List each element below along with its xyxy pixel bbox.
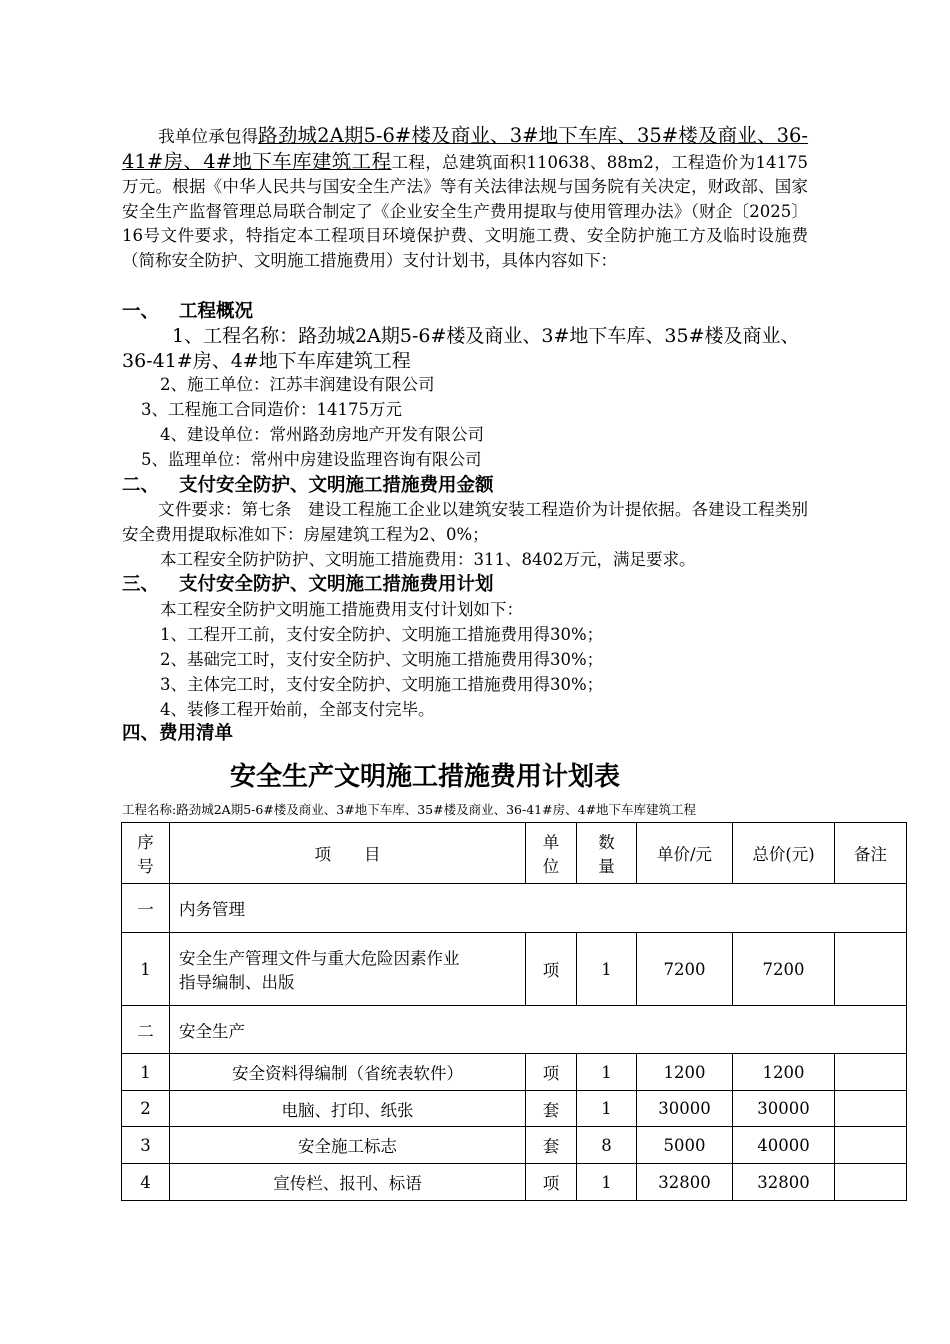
header-seq-line-2: 号 — [137, 857, 154, 876]
row-total: 30000 — [733, 1091, 835, 1127]
table-row — [122, 1054, 907, 1091]
row-item: 安全资料得编制（省统表软件） — [170, 1054, 526, 1091]
header-note: 备注 — [835, 823, 907, 884]
row-total: 7200 — [733, 933, 835, 1006]
row-seq: 4 — [122, 1164, 170, 1201]
row-seq: 3 — [122, 1127, 170, 1164]
row-price: 32800 — [637, 1164, 733, 1201]
table-row — [122, 1164, 907, 1201]
contract-price-item: 3、工程施工合同造价：14175万元 — [141, 400, 402, 419]
payment-step-2: 2、基础完工时，支付安全防护、文明施工措施费用得30%； — [160, 650, 604, 669]
group-name: 安全生产 — [170, 1006, 907, 1054]
section-1-number: 一、 — [122, 301, 160, 322]
row-note — [835, 1091, 907, 1127]
header-seq — [122, 823, 170, 884]
table-title-text: 安全生产文明施工措施费用计划表 — [229, 762, 620, 792]
header-qty-line-2: 量 — [598, 857, 615, 876]
row-unit: 套 — [526, 1091, 577, 1127]
header-price: 单价/元 — [637, 823, 733, 884]
payment-plan-lead: 本工程安全防护文明施工措施费用支付计划如下： — [160, 600, 523, 619]
supervisor-item: 5、监理单位：常州中房建设监理咨询有限公司 — [141, 450, 482, 469]
row-qty: 1 — [577, 1164, 637, 1201]
project-name-item: 1、工程名称：路劲城2A期5-6#楼及商业、3#地下车库、35#楼及商业、36-41#房、4#地下车库建筑工程 — [122, 325, 800, 372]
section-4-heading: 四、费用清单 — [122, 723, 234, 744]
header-qty — [577, 823, 637, 884]
row-item: 安全施工标志 — [170, 1127, 526, 1164]
group-seq: 一 — [122, 884, 170, 933]
row-item-line-2: 指导编制、出版 — [179, 973, 295, 992]
section-3-number: 三、 — [122, 574, 160, 595]
row-qty: 1 — [577, 1091, 637, 1127]
section-3-title: 支付安全防护、文明施工措施费用计划 — [179, 574, 494, 595]
row-price: 7200 — [637, 933, 733, 1006]
table-row — [122, 933, 907, 1006]
row-total: 32800 — [733, 1164, 835, 1201]
intro-paragraph — [122, 124, 808, 274]
row-seq: 2 — [122, 1091, 170, 1127]
section-1-heading — [122, 300, 253, 324]
row-unit: 项 — [526, 933, 577, 1006]
section-1-title: 工程概况 — [179, 301, 254, 322]
section-2-paragraph-2: 本工程安全防护防护、文明施工措施费用：311、8402万元，满足要求。 — [160, 550, 696, 569]
section-3-heading — [122, 573, 494, 597]
row-item — [170, 933, 526, 1006]
row-price: 1200 — [637, 1054, 733, 1091]
header-unit — [526, 823, 577, 884]
group-row — [122, 884, 907, 933]
contractor-item: 2、施工单位：江苏丰润建设有限公司 — [160, 375, 435, 394]
intro-project-name: 路劲城2A期5-6#楼及商业、3#地下车库、35#楼及商业、36-41#房、4#地下车库建筑工程 — [122, 124, 809, 173]
row-qty: 1 — [577, 933, 637, 1006]
table-row — [122, 1127, 907, 1164]
row-qty: 1 — [577, 1054, 637, 1091]
row-seq: 1 — [122, 933, 170, 1006]
intro-text-2: 工程，总建筑面积110638、88m2，工程造价为14175万元。根据《中华人民共与国安全生产法》等有关法律法规与国务院有关决定，财政部、国家安全生产监督管理总局联合制定了《企业安全生产费用提取与使用管理办法》（财企〔2025〕16号文件要求，特指定本工程项目环境保护费、文明施工费、安全防护施工方及临时设施费（简称安全防护、文明施工措施费用）支付计划书，具体内容如下： — [122, 152, 808, 270]
group-seq: 二 — [122, 1006, 170, 1054]
header-item: 项 目 — [170, 823, 526, 884]
row-item-line-1: 安全生产管理文件与重大危险因素作业 — [179, 949, 460, 968]
section-2-heading — [122, 474, 494, 498]
section-2-text-1: 文件要求：第七条 建设工程施工企业以建筑安装工程造价为计提依据。各建设工程类别安全费用提取标准如下：房屋建筑工程为2、0%； — [122, 500, 808, 544]
row-note — [835, 1054, 907, 1091]
header-unit-line-1: 单 — [542, 833, 560, 852]
row-unit: 项 — [526, 1164, 577, 1201]
row-note — [835, 933, 907, 1006]
row-price: 30000 — [637, 1091, 733, 1127]
header-seq-line-1: 序 — [137, 833, 154, 852]
row-unit: 套 — [526, 1127, 577, 1164]
table-project-line: 工程名称:路劲城2A期5-6#楼及商业、3#地下车库、35#楼及商业、36-41#房、4#地下车库建筑工程 — [122, 802, 697, 817]
header-unit-line-2: 位 — [542, 857, 560, 876]
row-note — [835, 1127, 907, 1164]
section-2-paragraph-1 — [122, 498, 808, 547]
header-qty-line-1: 数 — [598, 833, 615, 852]
table-header-row — [122, 823, 907, 884]
table-row — [122, 1091, 907, 1127]
section-2-number: 二、 — [122, 475, 160, 496]
row-unit: 项 — [526, 1054, 577, 1091]
table-title — [0, 756, 950, 793]
group-row — [122, 1006, 907, 1054]
owner-item: 4、建设单位：常州路劲房地产开发有限公司 — [160, 425, 484, 444]
payment-step-1: 1、工程开工前，支付安全防护、文明施工措施费用得30%； — [160, 625, 604, 644]
payment-step-3: 3、主体完工时，支付安全防护、文明施工措施费用得30%； — [160, 675, 604, 694]
cost-plan-table — [121, 822, 907, 1201]
group-name: 内务管理 — [170, 884, 907, 933]
row-qty: 8 — [577, 1127, 637, 1164]
row-note — [835, 1164, 907, 1201]
row-item: 宣传栏、报刊、标语 — [170, 1164, 526, 1201]
row-price: 5000 — [637, 1127, 733, 1164]
row-total: 1200 — [733, 1054, 835, 1091]
payment-step-4: 4、装修工程开始前，全部支付完毕。 — [160, 700, 435, 719]
row-item: 电脑、打印、纸张 — [170, 1091, 526, 1127]
intro-text-1: 我单位承包得 — [158, 127, 259, 146]
row-total: 40000 — [733, 1127, 835, 1164]
section-2-title: 支付安全防护、文明施工措施费用金额 — [179, 475, 494, 496]
row-seq: 1 — [122, 1054, 170, 1091]
header-total: 总价(元) — [733, 823, 835, 884]
